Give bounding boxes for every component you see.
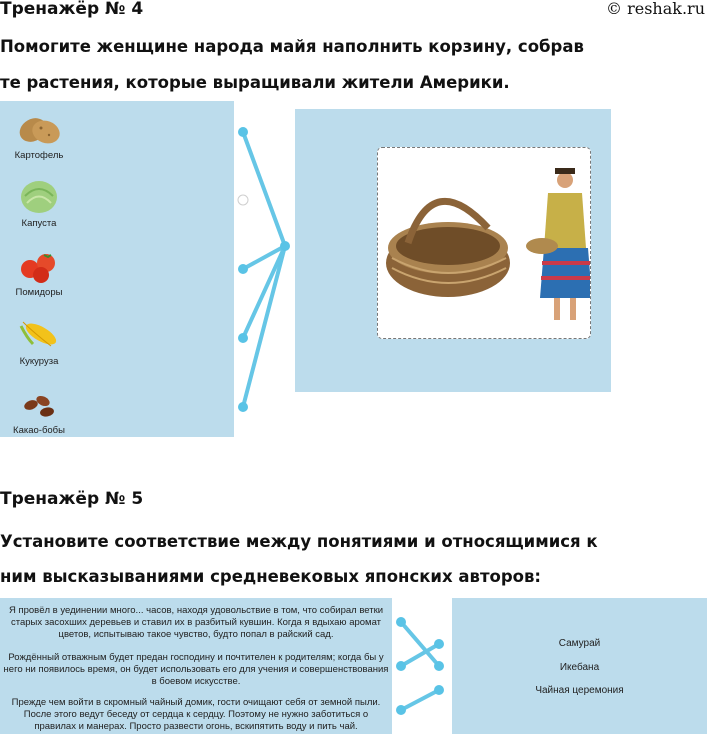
concept-ikebana[interactable]: Икебана [559, 662, 600, 673]
wire-quote3 [401, 690, 439, 710]
knob-quote1 [396, 617, 406, 627]
item-label: Картофель [14, 150, 64, 161]
task4-prompt-line1: Помогите женщине народа майя наполнить корзину, собрав [0, 37, 584, 56]
quote-line: правилах и манерах. Просто развести огонь, вскипятить воду и пить чай. [34, 721, 358, 732]
quote-line: После этого ведут беседу от сердца к сердцу. Поэтому не нужно заботиться о [23, 709, 369, 720]
task4-title: Тренажёр № 4 [0, 0, 144, 19]
task5-prompt-line1: Установите соответствие между понятиями и относящимися к [0, 532, 598, 551]
concept-samurai[interactable]: Самурай [558, 638, 601, 649]
item-label: Какао-бобы [13, 425, 65, 436]
quote-line: цветов, испытываю такое чувство, будто попал в райский сад. [58, 629, 334, 640]
watermark: © reshak.ru [606, 0, 705, 18]
quote-line: Прежде чем войти в скромный чайный домик, гости очищают себя от земной пыли. [11, 697, 381, 708]
knob-quote3 [396, 705, 406, 715]
quote-line: него ни появилось время, он будет использовать его для учения и совершенствования [3, 664, 389, 675]
concept-tea-ceremony[interactable]: Чайная церемония [535, 685, 624, 696]
task5-prompt-line2: ним высказываниями средневековых японских авторов: [0, 567, 542, 586]
task5-title: Тренажёр № 5 [0, 489, 144, 509]
quote-line: старых засохших деревьев и ставил их в разбитый кувшин. Когда я вдыхаю аромат [10, 617, 382, 628]
knob-concept3 [434, 685, 444, 695]
quote-line: Я провёл в уединении много... часов, находя удовольствие в том, что собирал ветки [8, 605, 384, 616]
quote-line: Рождённый отважным будет предан господину и почтителен к родителям; когда бы у [8, 652, 384, 663]
wire-quote1 [401, 622, 439, 666]
item-label: Кукуруза [19, 356, 59, 367]
item-label: Помидоры [15, 287, 63, 298]
wire-quote2 [401, 644, 439, 666]
quote-line: в боевом искусстве. [151, 676, 241, 687]
knob-concept1 [434, 639, 444, 649]
knob-concept2 [434, 661, 444, 671]
item-label: Капуста [21, 218, 57, 229]
knob-quote2 [396, 661, 406, 671]
task4-prompt-line2: те растения, которые выращивали жители Америки. [0, 73, 510, 92]
